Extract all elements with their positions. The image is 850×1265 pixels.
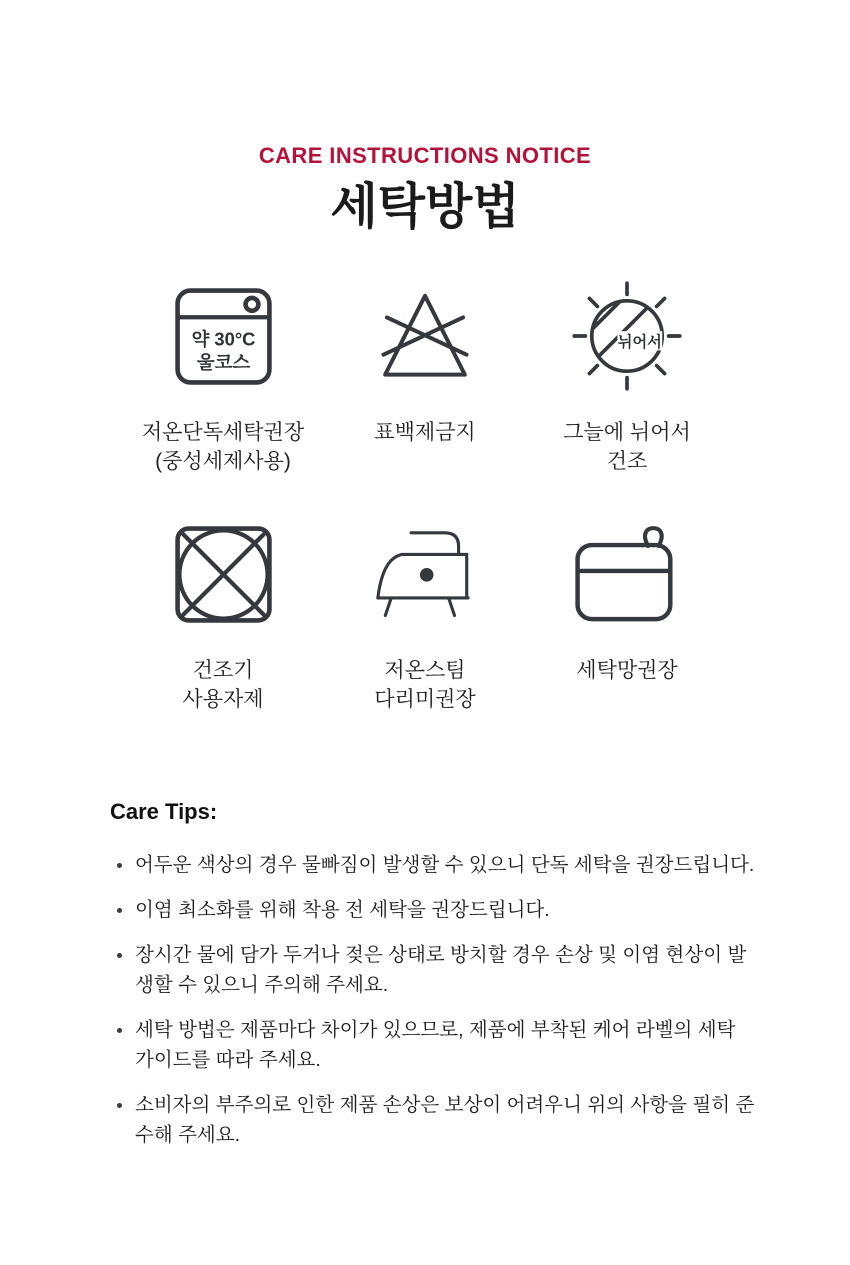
care-item-no-bleach — [324, 282, 526, 476]
no-tumble-dry-icon — [173, 520, 274, 628]
care-tip-item: 어두운 색상의 경우 물빠짐이 발생할 수 있으니 단독 세탁을 권장드립니다. — [110, 850, 758, 880]
wash-course-text: 울코스 — [196, 351, 250, 373]
care-tip-item: 장시간 물에 담가 두거나 젖은 상태로 방치할 경우 손상 및 이염 현상이 발생할 수 있으니 주의해 주세요. — [110, 940, 758, 1000]
care-item-label: 저온단독세탁권장 (중성세제사용) — [141, 421, 305, 473]
care-item-iron — [324, 520, 526, 714]
care-item-machine-wash — [122, 282, 324, 476]
care-symbol-grid — [122, 282, 728, 714]
care-item-shade-dry — [526, 282, 728, 476]
dry-flat-in-shade-icon — [571, 282, 683, 390]
care-item-label: 표백제금지 — [374, 421, 476, 444]
bullet-icon — [117, 953, 122, 958]
bullet-icon — [117, 908, 122, 913]
bullet-icon — [117, 1028, 122, 1033]
page-title: 세탁방법 — [330, 180, 520, 234]
bullet-icon — [117, 863, 122, 868]
care-item-laundry-net — [526, 520, 728, 714]
care-tips-heading: Care Tips: — [110, 799, 218, 824]
machine-wash-30-wool-icon — [173, 282, 274, 390]
care-item-label: 그늘에 뉘어서 건조 — [563, 421, 691, 473]
care-tip-item: 이염 최소화를 위해 착용 전 세탁을 권장드립니다. — [110, 895, 758, 925]
low-steam-iron-icon — [369, 520, 481, 628]
care-tip-item: 소비자의 부주의로 인한 제품 손상은 보상이 어려우니 위의 사항을 필히 준수해 주세요. — [110, 1090, 758, 1150]
wash-temp-text: 약 30°C — [191, 328, 255, 350]
care-tip-item: 세탁 방법은 제품마다 차이가 있으므로, 제품에 부착된 케어 라벨의 세탁 가이드를 따라 주세요. — [110, 1015, 758, 1075]
no-bleach-icon — [373, 282, 477, 390]
care-item-label: 세탁망권장 — [576, 659, 678, 682]
care-item-no-tumble-dry — [122, 520, 324, 714]
laundry-net-icon — [574, 520, 681, 628]
care-item-label: 저온스팀 다리미권장 — [374, 659, 476, 711]
shade-dry-inner-text: 뉘어서 — [617, 334, 662, 352]
bullet-icon — [117, 1103, 122, 1108]
care-item-label: 건조기 사용자제 — [182, 659, 264, 711]
eyebrow-heading: CARE INSTRUCTIONS NOTICE — [258, 143, 592, 168]
care-tips-section — [110, 798, 758, 1150]
